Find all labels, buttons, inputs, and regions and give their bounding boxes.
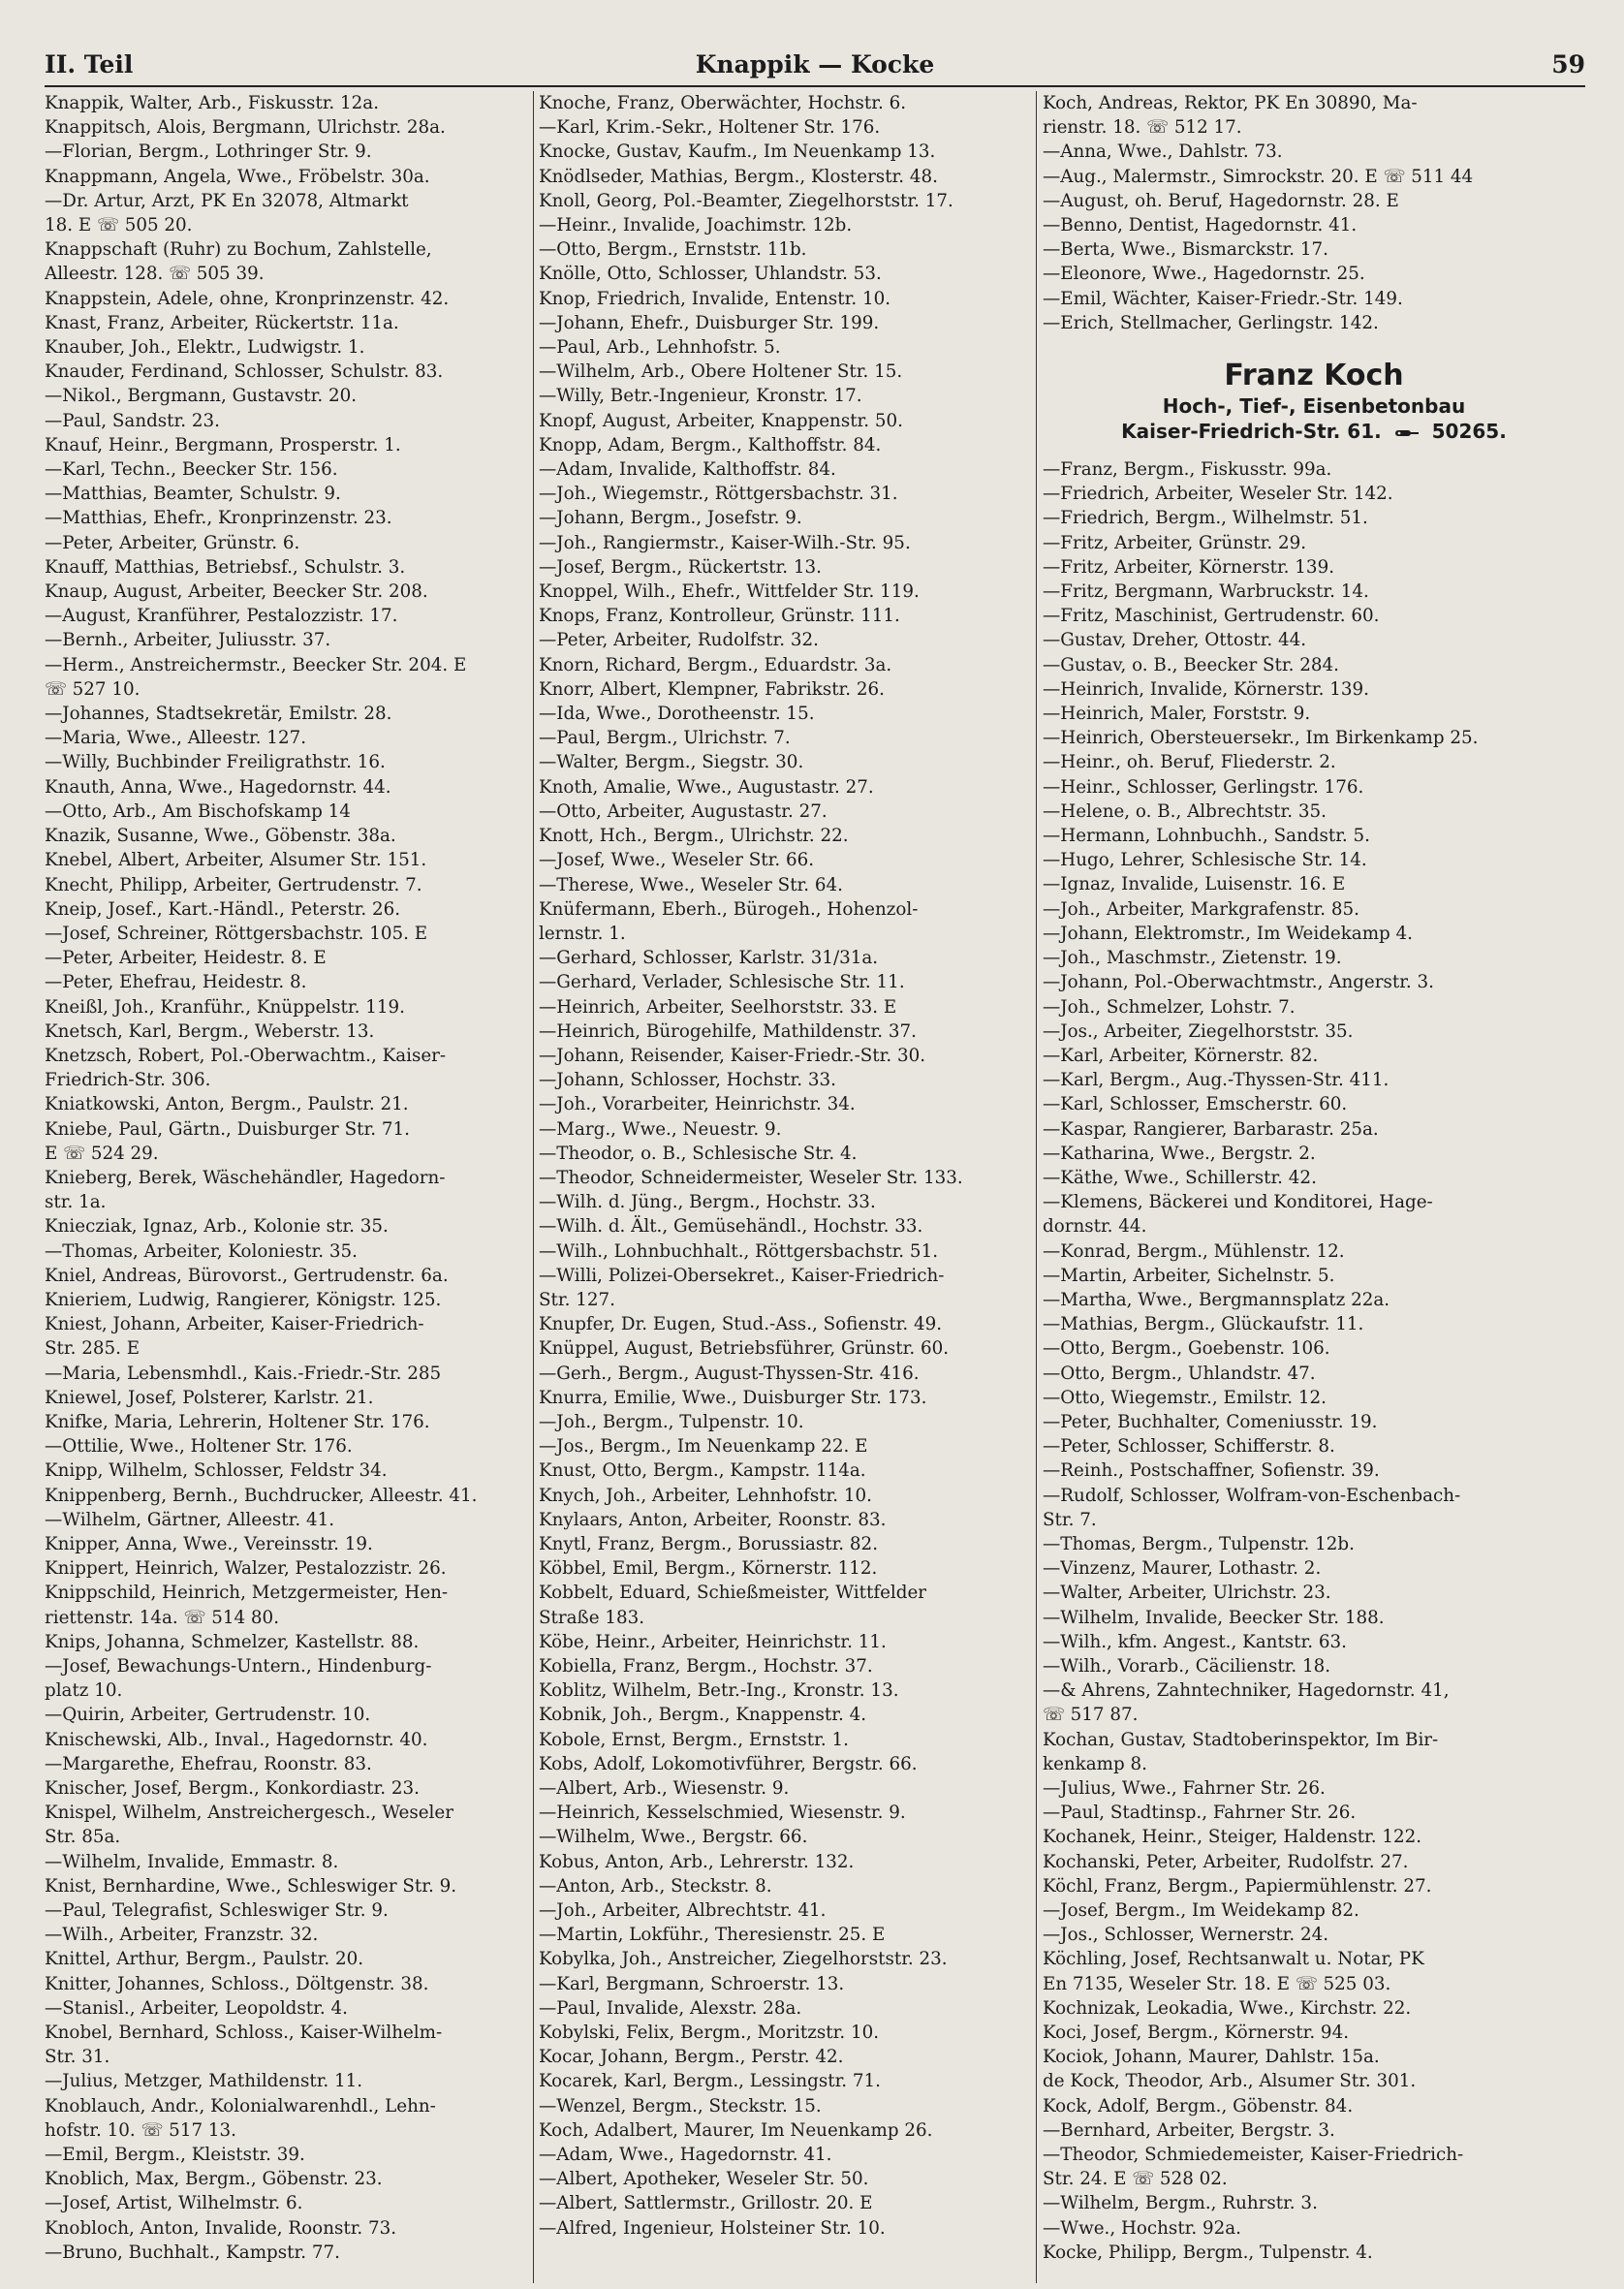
directory-entry: —Karl, Schlosser, Emscherstr. 60.	[1043, 1094, 1348, 1115]
directory-entry: —Heinr., Schlosser, Gerlingstr. 176.	[1043, 776, 1364, 798]
directory-entry: —Heinrich, Kesselschmied, Wiesenstr. 9.	[539, 1803, 906, 1824]
directory-entry: Knappitsch, Alois, Bergmann, Ulrichstr. 28a.	[45, 117, 446, 139]
directory-entry: Knischewski, Alb., Inval., Hagedornstr. 40.	[45, 1729, 428, 1750]
column-2	[539, 91, 1031, 2283]
directory-entry: Knippert, Heinrich, Walzer, Pestalozzistr. 26.	[45, 1558, 447, 1580]
directory-entry: —August, oh. Beruf, Hagedornstr. 28. E	[1043, 190, 1399, 211]
directory-entry: de Kock, Theodor, Arb., Alsumer Str. 301.	[1043, 2071, 1417, 2092]
directory-entry: —Bruno, Buchhalt., Kampstr. 77.	[45, 2242, 340, 2263]
directory-entry: —Joh., Maschmstr., Zietenstr. 19.	[1043, 948, 1342, 969]
directory-entry: Knipp, Wilhelm, Schlosser, Feldstr 34.	[45, 1460, 388, 1482]
directory-entry: Knott, Hch., Bergm., Ulrichstr. 22.	[539, 826, 849, 847]
running-head: Knappik — Kocke	[695, 50, 935, 78]
directory-entry: —Wilhelm, Arb., Obere Holtener Str. 15.	[539, 361, 903, 383]
directory-entry: Knurra, Emilie, Wwe., Duisburger Str. 173.	[539, 1387, 927, 1408]
directory-entry: En 7135, Weseler Str. 18. E ☏ 525 03.	[1043, 1973, 1391, 1994]
directory-entry: Knocke, Gustav, Kaufm., Im Neuenkamp 13.	[539, 141, 936, 163]
directory-entry: Kociok, Johann, Maurer, Dahlstr. 15a.	[1043, 2047, 1380, 2068]
directory-entry: —Joh., Arbeiter, Markgrafenstr. 85.	[1043, 898, 1359, 920]
directory-entry: —& Ahrens, Zahntechniker, Hagedornstr. 41,	[1043, 1680, 1450, 1702]
directory-entry: —Willy, Buchbinder Freiligrathstr. 16.	[45, 752, 386, 773]
directory-entry: —Karl, Krim.-Sekr., Holtener Str. 176.	[539, 117, 881, 139]
directory-entry: —Josef, Bergm., Rückertstr. 13.	[539, 556, 822, 578]
directory-entry: —Wilh., Lohnbuchhalt., Röttgersbachstr. 51.	[539, 1240, 939, 1262]
directory-entry: Knoche, Franz, Oberwächter, Hochstr. 6.	[539, 93, 907, 113]
directory-entry: Kobole, Ernst, Bergm., Ernststr. 1.	[539, 1729, 849, 1750]
directory-entry: —Stanisl., Arbeiter, Leopoldstr. 4.	[45, 1997, 348, 2019]
directory-entry: —Johann, Bergm., Josefstr. 9.	[539, 508, 802, 529]
directory-entry: —Ottilie, Wwe., Holtener Str. 176.	[45, 1436, 353, 1458]
directory-entry: Knölle, Otto, Schlosser, Uhlandstr. 53.	[539, 264, 882, 285]
directory-entry: —Paul, Telegrafist, Schleswiger Str. 9.	[45, 1900, 389, 1922]
directory-entry: Kniewel, Josef, Polsterer, Karlstr. 21.	[45, 1387, 374, 1408]
directory-entry: —Franz, Bergm., Fiskusstr. 99a.	[1043, 459, 1332, 481]
directory-entry: Knast, Franz, Arbeiter, Rückertstr. 11a.	[45, 312, 399, 333]
directory-entry: —Walter, Arbeiter, Ulrichstr. 23.	[1043, 1583, 1331, 1604]
directory-entry: —Thomas, Bergm., Tulpenstr. 12b.	[1043, 1533, 1355, 1554]
column-divider-1	[533, 91, 534, 2283]
directory-entry: —Katharina, Wwe., Bergstr. 2.	[1043, 1143, 1316, 1164]
directory-entry: —Benno, Dentist, Hagedornstr. 41.	[1043, 215, 1358, 236]
directory-entry: Knischer, Josef, Bergm., Konkordiastr. 23.	[45, 1778, 420, 1800]
directory-entry: —Theodor, Schneidermeister, Weseler Str. 133.	[539, 1167, 963, 1188]
directory-entry: —Aug., Malermstr., Simrockstr. 20. E ☏ 511 44	[1043, 166, 1474, 187]
directory-entry: —Quirin, Arbeiter, Gertrudenstr. 10.	[45, 1705, 371, 1726]
directory-entry: Knebel, Albert, Arbeiter, Alsumer Str. 151.	[45, 850, 427, 871]
directory-entry: —Johann, Schlosser, Hochstr. 33.	[539, 1070, 836, 1091]
directory-entry: Str. 24. E ☏ 528 02.	[1043, 2169, 1228, 2190]
directory-entry: Knoppel, Wilh., Ehefr., Wittfelder Str. 119.	[539, 581, 920, 603]
directory-entry: Kocke, Philipp, Bergm., Tulpenstr. 4.	[1043, 2242, 1373, 2263]
directory-entry: —Wilh. d. Jüng., Bergm., Hochstr. 33.	[539, 1192, 876, 1213]
directory-entry: —Albert, Apotheker, Weseler Str. 50.	[539, 2169, 869, 2190]
directory-entry: Köbe, Heinr., Arbeiter, Heinrichstr. 11.	[539, 1631, 887, 1652]
directory-entry: Kobiella, Franz, Bergm., Hochstr. 37.	[539, 1656, 873, 1677]
directory-entry: Knorn, Richard, Bergm., Eduardstr. 3a.	[539, 654, 892, 675]
directory-entry: —Dr. Artur, Arzt, PK En 32078, Altmarkt	[45, 190, 409, 211]
directory-entry: —Paul, Arb., Lehnhofstr. 5.	[539, 337, 781, 359]
directory-entry: —Karl, Bergm., Aug.-Thyssen-Str. 411.	[1043, 1070, 1390, 1091]
directory-entry: —Anton, Arb., Steckstr. 8.	[539, 1875, 772, 1897]
directory-entry: —Heinr., Invalide, Joachimstr. 12b.	[539, 215, 853, 236]
directory-entry: Knobloch, Anton, Invalide, Roonstr. 73.	[45, 2217, 397, 2239]
directory-entry: —Fritz, Bergmann, Warbruckstr. 14.	[1043, 581, 1369, 603]
directory-entry: Kock, Adolf, Bergm., Göbenstr. 84.	[1043, 2095, 1354, 2117]
directory-entry: ☏ 517 87.	[1043, 1705, 1139, 1726]
directory-entry: —Otto, Bergm., Uhlandstr. 47.	[1043, 1363, 1316, 1384]
directory-entry: —Ida, Wwe., Dorotheenstr. 15.	[539, 704, 815, 725]
directory-entry: —Paul, Invalide, Alexstr. 28a.	[539, 1997, 802, 2019]
directory-entry: —Wilh., kfm. Angest., Kantstr. 63.	[1043, 1631, 1347, 1652]
directory-entry: —Otto, Arbeiter, Augustastr. 27.	[539, 800, 828, 822]
directory-entry: Köbbel, Emil, Bergm., Körnerstr. 112.	[539, 1558, 878, 1580]
directory-entry: —Berta, Wwe., Bismarckstr. 17.	[1043, 239, 1328, 261]
directory-entry: Knist, Bernhardine, Wwe., Schleswiger Str. 9.	[45, 1875, 457, 1897]
directory-entry: Knappik, Walter, Arb., Fiskusstr. 12a.	[45, 93, 380, 113]
directory-entry: —Konrad, Bergm., Mühlenstr. 12.	[1043, 1240, 1345, 1262]
directory-entry: Knauder, Ferdinand, Schlosser, Schulstr. 83.	[45, 361, 444, 383]
directory-entry: —Therese, Wwe., Weseler Str. 64.	[539, 874, 843, 895]
column-3-top	[1043, 91, 1585, 335]
directory-entry: ☏ 527 10.	[45, 678, 141, 700]
directory-entry: Kobylka, Joh., Anstreicher, Ziegelhorststr. 23.	[539, 1949, 948, 1970]
directory-entry: —Jos., Schlosser, Wernerstr. 24.	[1043, 1925, 1329, 1946]
directory-entry: —Hugo, Lehrer, Schlesische Str. 14.	[1043, 850, 1367, 871]
directory-entry: —Johannes, Stadtsekretär, Emilstr. 28.	[45, 704, 392, 725]
directory-entry: riettenstr. 14a. ☏ 514 80.	[45, 1607, 280, 1628]
directory-entry: —Wilh., Vorarb., Cäcilienstr. 18.	[1043, 1655, 1331, 1677]
directory-entry: —Heinrich, Bürogehilfe, Mathildenstr. 37.	[539, 1020, 917, 1042]
directory-entry: Knappmann, Angela, Wwe., Fröbelstr. 30a.	[45, 166, 430, 187]
directory-entry: —Peter, Buchhalter, Comeniusstr. 19.	[1043, 1411, 1378, 1432]
directory-entry: Knecht, Philipp, Arbeiter, Gertrudenstr. 7.	[45, 874, 422, 895]
directory-entry: Str. 7.	[1043, 1509, 1097, 1530]
directory-entry: Knifke, Maria, Lehrerin, Holtener Str. 176.	[45, 1411, 430, 1432]
column-3	[1043, 91, 1585, 2283]
directory-entry: Knytl, Franz, Bergm., Borussiastr. 82.	[539, 1533, 879, 1554]
directory-entry: —Jos., Bergm., Im Neuenkamp 22. E	[539, 1436, 868, 1458]
directory-entry: Knoll, Georg, Pol.-Beamter, Ziegelhorststr. 17.	[539, 190, 953, 211]
directory-entry: Kobbelt, Eduard, Schießmeister, Wittfelder	[539, 1583, 927, 1604]
directory-entry: —Johann, Ehefr., Duisburger Str. 199.	[539, 312, 880, 333]
column-divider-2	[1036, 91, 1037, 2283]
directory-entry: Knappstein, Adele, ohne, Kronprinzenstr. 42.	[45, 288, 450, 309]
header-rule	[45, 85, 1585, 87]
directory-entry: —Helene, o. B., Albrechtstr. 35.	[1043, 800, 1327, 822]
directory-entry: —Gustav, o. B., Beecker Str. 284.	[1043, 654, 1339, 675]
directory-entry: —Kaspar, Rangierer, Barbarastr. 25a.	[1043, 1118, 1379, 1140]
directory-entry: —Margarethe, Ehefrau, Roonstr. 83.	[45, 1753, 372, 1774]
telephone-icon	[1394, 427, 1420, 439]
directory-entry: Kocar, Johann, Bergm., Perstr. 42.	[539, 2047, 844, 2068]
directory-entry: Knaup, August, Arbeiter, Beecker Str. 208.	[45, 581, 428, 603]
directory-entry: —Emil, Bergm., Kleiststr. 39.	[45, 2145, 305, 2166]
directory-entry: —Friedrich, Arbeiter, Weseler Str. 142.	[1043, 484, 1393, 505]
directory-entry: Knauth, Anna, Wwe., Hagedornstr. 44.	[45, 776, 391, 798]
directory-entry: —Bernhard, Arbeiter, Bergstr. 3.	[1043, 2119, 1335, 2141]
directory-entry: —Bernh., Arbeiter, Juliusstr. 37.	[45, 630, 331, 651]
directory-entry: Knitter, Johannes, Schloss., Döltgenstr. 38.	[45, 1973, 429, 1994]
directory-entry: Knips, Johanna, Schmelzer, Kastellstr. 88.	[45, 1631, 420, 1652]
ad-address: Kaiser-Friedrich-Str. 61.	[1121, 420, 1382, 444]
page-header	[45, 50, 1585, 83]
directory-entry: Knüppel, August, Betriebsführer, Grünstr. 60.	[539, 1338, 950, 1360]
directory-entry: —Nikol., Bergmann, Gustavstr. 20.	[45, 386, 358, 407]
directory-entry: platz 10.	[45, 1680, 123, 1702]
directory-entry: Kochan, Gustav, Stadtoberinspektor, Im Bir-	[1043, 1729, 1439, 1750]
directory-entry: —Reinh., Postschaffner, Sofienstr. 39.	[1043, 1460, 1380, 1482]
directory-entry: —Martha, Wwe., Bergmannsplatz 22a.	[1043, 1289, 1390, 1310]
directory-entry: —Erich, Stellmacher, Gerlingstr. 142.	[1043, 312, 1379, 333]
section-label: II. Teil	[45, 50, 134, 78]
directory-entry: —Hermann, Lohnbuchh., Sandstr. 5.	[1043, 826, 1370, 847]
directory-entry: —Wilhelm, Invalide, Emmastr. 8.	[45, 1851, 339, 1872]
ad-phone: 50265.	[1431, 420, 1507, 444]
directory-entry: Knoblich, Max, Bergm., Göbenstr. 23.	[45, 2169, 383, 2190]
directory-entry: Knieberg, Berek, Wäschehändler, Hagedorn-	[45, 1167, 446, 1188]
directory-entry: Knauf, Heinr., Bergmann, Prosperstr. 1.	[45, 434, 401, 455]
directory-entry: —Jos., Arbeiter, Ziegelhorststr. 35.	[1043, 1020, 1354, 1042]
directory-entry: E ☏ 524 29.	[45, 1143, 159, 1164]
ad-address-line	[1043, 419, 1585, 444]
column-1	[45, 91, 523, 2283]
directory-entry: —Albert, Arb., Wiesenstr. 9.	[539, 1778, 790, 1800]
directory-entry: —Friedrich, Bergm., Wilhelmstr. 51.	[1043, 508, 1368, 529]
directory-entry: Kniecziak, Ignaz, Arb., Kolonie str. 35.	[45, 1216, 389, 1238]
directory-entry: Knopf, August, Arbeiter, Knappenstr. 50.	[539, 410, 903, 431]
directory-entry: Knetzsch, Robert, Pol.-Oberwachtm., Kaiser-	[45, 1045, 447, 1066]
directory-entry: —Peter, Ehefrau, Heidestr. 8.	[45, 972, 307, 993]
directory-entry: Knopp, Adam, Bergm., Kalthoffstr. 84.	[539, 434, 882, 455]
directory-entry: Koch, Andreas, Rektor, PK En 30890, Ma-	[1043, 93, 1418, 113]
directory-entry: Kobylski, Felix, Bergm., Moritzstr. 10.	[539, 2022, 880, 2044]
directory-entry: Knauber, Joh., Elektr., Ludwigstr. 1.	[45, 337, 365, 359]
directory-entry: Kniest, Johann, Arbeiter, Kaiser-Friedrich-	[45, 1314, 424, 1335]
directory-entry: —Julius, Wwe., Fahrner Str. 26.	[1043, 1778, 1326, 1799]
directory-entry: Str. 285. E	[45, 1338, 141, 1360]
directory-entry: —Heinrich, Maler, Forststr. 9.	[1043, 704, 1311, 725]
directory-entry: Kneip, Josef., Kart.-Händl., Peterstr. 26.	[45, 898, 401, 920]
directory-entry: —Peter, Arbeiter, Grünstr. 6.	[45, 532, 300, 553]
directory-entry: 18. E ☏ 505 20.	[45, 215, 193, 236]
directory-entry: —Willy, Betr.-Ingenieur, Kronstr. 17.	[539, 386, 862, 407]
directory-entry: —Peter, Arbeiter, Heidestr. 8. E	[45, 948, 327, 969]
directory-entry: —Käthe, Wwe., Schillerstr. 42.	[1043, 1167, 1317, 1188]
directory-entry: str. 1a.	[45, 1192, 107, 1213]
directory-entry: —Gerh., Bergm., August-Thyssen-Str. 416.	[539, 1363, 920, 1384]
directory-entry: Kniatkowski, Anton, Bergm., Paulstr. 21.	[45, 1094, 409, 1115]
directory-entry: —Matthias, Ehefr., Kronprinzenstr. 23.	[45, 508, 392, 529]
directory-entry: —Thomas, Arbeiter, Koloniestr. 35.	[45, 1240, 358, 1262]
directory-entry: Kobnik, Joh., Bergm., Knappenstr. 4.	[539, 1705, 867, 1726]
directory-entry: —Gerhard, Verlader, Schlesische Str. 11.	[539, 972, 905, 993]
directory-entry: Knieriem, Ludwig, Rangierer, Königstr. 125.	[45, 1289, 442, 1310]
directory-entry: —Otto, Bergm., Goebenstr. 106.	[1043, 1338, 1330, 1360]
directory-entry: —Ignaz, Invalide, Luisenstr. 16. E	[1043, 874, 1346, 895]
directory-entry: —Mathias, Bergm., Glückaufstr. 11.	[1043, 1314, 1364, 1335]
directory-entry: lernstr. 1.	[539, 923, 626, 944]
directory-entry: —Josef, Bergm., Im Weidekamp 82.	[1043, 1900, 1359, 1922]
directory-entry: —Karl, Bergmann, Schroerstr. 13.	[539, 1973, 845, 1994]
directory-entry: Koci, Josef, Bergm., Körnerstr. 94.	[1043, 2022, 1350, 2044]
directory-entry: —Eleonore, Wwe., Hagedornstr. 25.	[1043, 264, 1365, 285]
directory-entry: —Rudolf, Schlosser, Wolfram-von-Eschenbach-	[1043, 1485, 1461, 1506]
directory-entry: kenkamp 8.	[1043, 1753, 1147, 1774]
directory-entry: —Vinzenz, Maurer, Lothastr. 2.	[1043, 1558, 1322, 1580]
directory-entry: —Albert, Sattlermstr., Grillostr. 20. E	[539, 2193, 873, 2214]
directory-entry: Kobs, Adolf, Lokomotivführer, Bergstr. 66.	[539, 1753, 918, 1774]
directory-entry: Knops, Franz, Kontrolleur, Grünstr. 111.	[539, 606, 900, 627]
directory-entry: —Peter, Schlosser, Schifferstr. 8.	[1043, 1436, 1335, 1458]
directory-entry: —Wilhelm, Bergm., Ruhrstr. 3.	[1043, 2193, 1318, 2214]
directory-entry: —Gerhard, Schlosser, Karlstr. 31/31a.	[539, 948, 879, 969]
directory-entry: Str. 85a.	[45, 1827, 121, 1848]
directory-entry: Knoth, Amalie, Wwe., Augustastr. 27.	[539, 776, 874, 798]
directory-entry: —Johann, Elektromstr., Im Weidekamp 4.	[1043, 923, 1413, 944]
directory-entry: —Heinr., oh. Beruf, Fliederstr. 2.	[1043, 752, 1336, 773]
directory-entry: —Johann, Pol.-Oberwachtmstr., Angerstr. 3.	[1043, 972, 1434, 993]
directory-entry: —Johann, Reisender, Kaiser-Friedr.-Str. 30.	[539, 1045, 926, 1066]
directory-entry: —Martin, Arbeiter, Sichelnstr. 5.	[1043, 1265, 1335, 1286]
directory-entry: Knazik, Susanne, Wwe., Göbenstr. 38a.	[45, 826, 396, 847]
directory-entry: —Wilhelm, Wwe., Bergstr. 66.	[539, 1827, 808, 1848]
directory-entry: —Peter, Arbeiter, Rudolfstr. 32.	[539, 630, 819, 651]
directory-entry: —Maria, Wwe., Alleestr. 127.	[45, 728, 307, 749]
directory-entry: —Adam, Invalide, Kalthoffstr. 84.	[539, 459, 836, 481]
directory-entry: —Theodor, Schmiedemeister, Kaiser-Friedrich-	[1043, 2145, 1464, 2166]
directory-entry: —Matthias, Beamter, Schulstr. 9.	[45, 484, 341, 505]
directory-entry: —Julius, Metzger, Mathildenstr. 11.	[45, 2071, 363, 2092]
directory-entry: —Karl, Arbeiter, Körnerstr. 82.	[1043, 1045, 1319, 1066]
ad-company-name: Franz Koch	[1224, 359, 1404, 393]
directory-entry: Knoblauch, Andr., Kolonialwarenhdl., Lehn-	[45, 2095, 436, 2117]
directory-entry: Knappschaft (Ruhr) zu Bochum, Zahlstelle,	[45, 239, 432, 261]
directory-entry: —Joh., Vorarbeiter, Heinrichstr. 34.	[539, 1094, 856, 1115]
directory-entry: Kniel, Andreas, Bürovorst., Gertrudenstr. 6a.	[45, 1265, 449, 1286]
directory-entry: Kobus, Anton, Arb., Lehrerstr. 132.	[539, 1851, 855, 1872]
directory-entry: Knetsch, Karl, Bergm., Weberstr. 13.	[45, 1020, 375, 1042]
directory-entry: —Marg., Wwe., Neuestr. 9.	[539, 1118, 782, 1140]
directory-entry: —Florian, Bergm., Lothringer Str. 9.	[45, 141, 372, 163]
directory-entry: —Maria, Lebensmhdl., Kais.-Friedr.-Str. 285	[45, 1363, 442, 1384]
directory-entry: Knobel, Bernhard, Schloss., Kaiser-Wilhelm-	[45, 2022, 443, 2044]
column-3-bottom	[1043, 457, 1585, 2265]
directory-entry: Knupfer, Dr. Eugen, Stud.-Ass., Sofienstr. 49.	[539, 1314, 943, 1335]
directory-entry: —Joh., Bergm., Tulpenstr. 10.	[539, 1411, 804, 1432]
directory-entry: Knylaars, Anton, Arbeiter, Roonstr. 83.	[539, 1509, 887, 1530]
directory-entry: —Paul, Bergm., Ulrichstr. 7.	[539, 728, 791, 749]
directory-entry: Kocarek, Karl, Bergm., Lessingstr. 71.	[539, 2071, 881, 2092]
directory-entry: —Joh., Schmelzer, Lohstr. 7.	[1043, 996, 1296, 1018]
directory-entry: Str. 31.	[45, 2047, 110, 2068]
directory-entry: Knittel, Arthur, Bergm., Paulstr. 20.	[45, 1949, 364, 1970]
ad-services: Hoch-, Tief-, Eisenbetonbau	[1162, 394, 1466, 419]
directory-entry: Knust, Otto, Bergm., Kampstr. 114a.	[539, 1460, 866, 1482]
directory-entry: —Otto, Wiegemstr., Emilstr. 12.	[1043, 1387, 1327, 1408]
directory-entry: —Joh., Rangiermstr., Kaiser-Wilh.-Str. 95.	[539, 532, 911, 553]
directory-entry: —Martin, Lokführ., Theresienstr. 25. E	[539, 1925, 886, 1946]
directory-entry: Friedrich-Str. 306.	[45, 1070, 211, 1091]
directory-entry: Knorr, Albert, Klempner, Fabrikstr. 26.	[539, 678, 885, 700]
directory-entry: —Wenzel, Bergm., Steckstr. 15.	[539, 2095, 822, 2117]
directory-entry: Knödlseder, Mathias, Bergm., Klosterstr. 48.	[539, 166, 938, 187]
directory-entry: —Josef, Artist, Wilhelmstr. 6.	[45, 2193, 303, 2214]
directory-entry: —Fritz, Maschinist, Gertrudenstr. 60.	[1043, 606, 1380, 627]
directory-entry: —Joh., Wiegemstr., Röttgersbachstr. 31.	[539, 484, 898, 505]
directory-entry: Koblitz, Wilhelm, Betr.-Ing., Kronstr. 13.	[539, 1680, 899, 1702]
directory-entry: Knych, Joh., Arbeiter, Lehnhofstr. 10.	[539, 1485, 872, 1506]
directory-entry: Kochanski, Peter, Arbeiter, Rudolfstr. 27.	[1043, 1851, 1409, 1872]
page-number: 59	[1551, 50, 1585, 78]
directory-entry: —Theodor, o. B., Schlesische Str. 4.	[539, 1143, 858, 1164]
directory-entry: Alleestr. 128. ☏ 505 39.	[45, 264, 265, 285]
directory-entry: —Gustav, Dreher, Ottostr. 44.	[1043, 630, 1307, 651]
directory-entry: Knüfermann, Eberh., Bürogeh., Hohenzol-	[539, 898, 919, 920]
directory-entry: Kochanek, Heinr., Steiger, Haldenstr. 122.	[1043, 1827, 1422, 1848]
directory-entry: Straße 183.	[539, 1607, 645, 1628]
directory-entry: —Otto, Bergm., Ernststr. 11b.	[539, 239, 807, 261]
directory-entry: —Alfred, Ingenieur, Holsteiner Str. 10.	[539, 2217, 886, 2239]
directory-entry: hofstr. 10. ☏ 517 13.	[45, 2119, 236, 2141]
directory-entry: —Josef, Bewachungs-Untern., Hindenburg-	[45, 1656, 432, 1677]
directory-entry: —Josef, Wwe., Weseler Str. 66.	[539, 850, 815, 871]
directory-entry: —Heinrich, Obersteuersekr., Im Birkenkamp 25.	[1043, 728, 1479, 749]
directory-entry: Köchling, Josef, Rechtsanwalt u. Notar, PK	[1043, 1949, 1424, 1970]
directory-entry: —Wilhelm, Invalide, Beecker Str. 188.	[1043, 1607, 1385, 1628]
directory-entry: —Joh., Arbeiter, Albrechtstr. 41.	[539, 1900, 827, 1922]
directory-entry: —Emil, Wächter, Kaiser-Friedr.-Str. 149.	[1043, 288, 1403, 309]
directory-entry: Kneißl, Joh., Kranführ., Knüppelstr. 119.	[45, 996, 405, 1018]
directory-entry: —Heinrich, Invalide, Körnerstr. 139.	[1043, 678, 1369, 700]
directory-entry: Knispel, Wilhelm, Anstreichergesch., Weseler	[45, 1803, 453, 1824]
directory-entry: —Wwe., Hochstr. 92a.	[1043, 2217, 1241, 2239]
directory-entry: —Josef, Schreiner, Röttgersbachstr. 105. E	[45, 923, 428, 944]
directory-entry: —Paul, Stadtinsp., Fahrner Str. 26.	[1043, 1803, 1357, 1824]
directory-entry: —Klemens, Bäckerei und Konditorei, Hage-	[1043, 1192, 1433, 1213]
directory-entry: —Wilhelm, Gärtner, Alleestr. 41.	[45, 1509, 335, 1530]
directory-entry: —Anna, Wwe., Dahlstr. 73.	[1043, 141, 1283, 163]
directory-entry: Kochnizak, Leokadia, Wwe., Kirchstr. 22.	[1043, 1997, 1412, 2019]
directory-entry: —Herm., Anstreichermstr., Beecker Str. 204. E	[45, 654, 467, 675]
directory-entry: rienstr. 18. ☏ 512 17.	[1043, 117, 1242, 139]
directory-entry: —Paul, Sandstr. 23.	[45, 410, 220, 431]
directory-entry: —Willi, Polizei-Obersekret., Kaiser-Friedrich-	[539, 1265, 945, 1286]
directory-entry: Knippenberg, Bernh., Buchdrucker, Alleestr. 41.	[45, 1485, 478, 1506]
directory-entry: —Fritz, Arbeiter, Körnerstr. 139.	[1043, 556, 1335, 578]
directory-entry: —Walter, Bergm., Siegstr. 30.	[539, 752, 804, 773]
directory-entry: —Adam, Wwe., Hagedornstr. 41.	[539, 2145, 832, 2166]
advertisement	[1043, 359, 1585, 444]
directory-entry: Knipper, Anna, Wwe., Vereinsstr. 19.	[45, 1533, 373, 1554]
directory-entry: dornstr. 44.	[1043, 1216, 1147, 1238]
directory-entry: Str. 127.	[539, 1289, 615, 1310]
directory-entry: Koch, Adalbert, Maurer, Im Neuenkamp 26.	[539, 2119, 933, 2141]
directory-entry: Knauff, Matthias, Betriebsf., Schulstr. 3.	[45, 556, 406, 578]
directory-entry: —Heinrich, Arbeiter, Seelhorststr. 33. E	[539, 996, 897, 1018]
directory-entry: —Fritz, Arbeiter, Grünstr. 29.	[1043, 532, 1307, 553]
directory-entry: —Wilh. d. Ält., Gemüsehändl., Hochstr. 33.	[539, 1216, 923, 1238]
directory-entry: —Wilh., Arbeiter, Franzstr. 32.	[45, 1925, 319, 1946]
directory-entry: Knippschild, Heinrich, Metzgermeister, Hen-	[45, 1583, 449, 1604]
directory-entry: —Karl, Techn., Beecker Str. 156.	[45, 459, 338, 481]
directory-entry: Köchl, Franz, Bergm., Papiermühlenstr. 27.	[1043, 1875, 1432, 1897]
directory-entry: —August, Kranführer, Pestalozzistr. 17.	[45, 606, 398, 627]
directory-entry: Kniebe, Paul, Gärtn., Duisburger Str. 71.	[45, 1118, 410, 1140]
directory-entry: —Otto, Arb., Am Bischofskamp 14	[45, 800, 351, 822]
directory-entry: Knop, Friedrich, Invalide, Entenstr. 10.	[539, 288, 891, 309]
